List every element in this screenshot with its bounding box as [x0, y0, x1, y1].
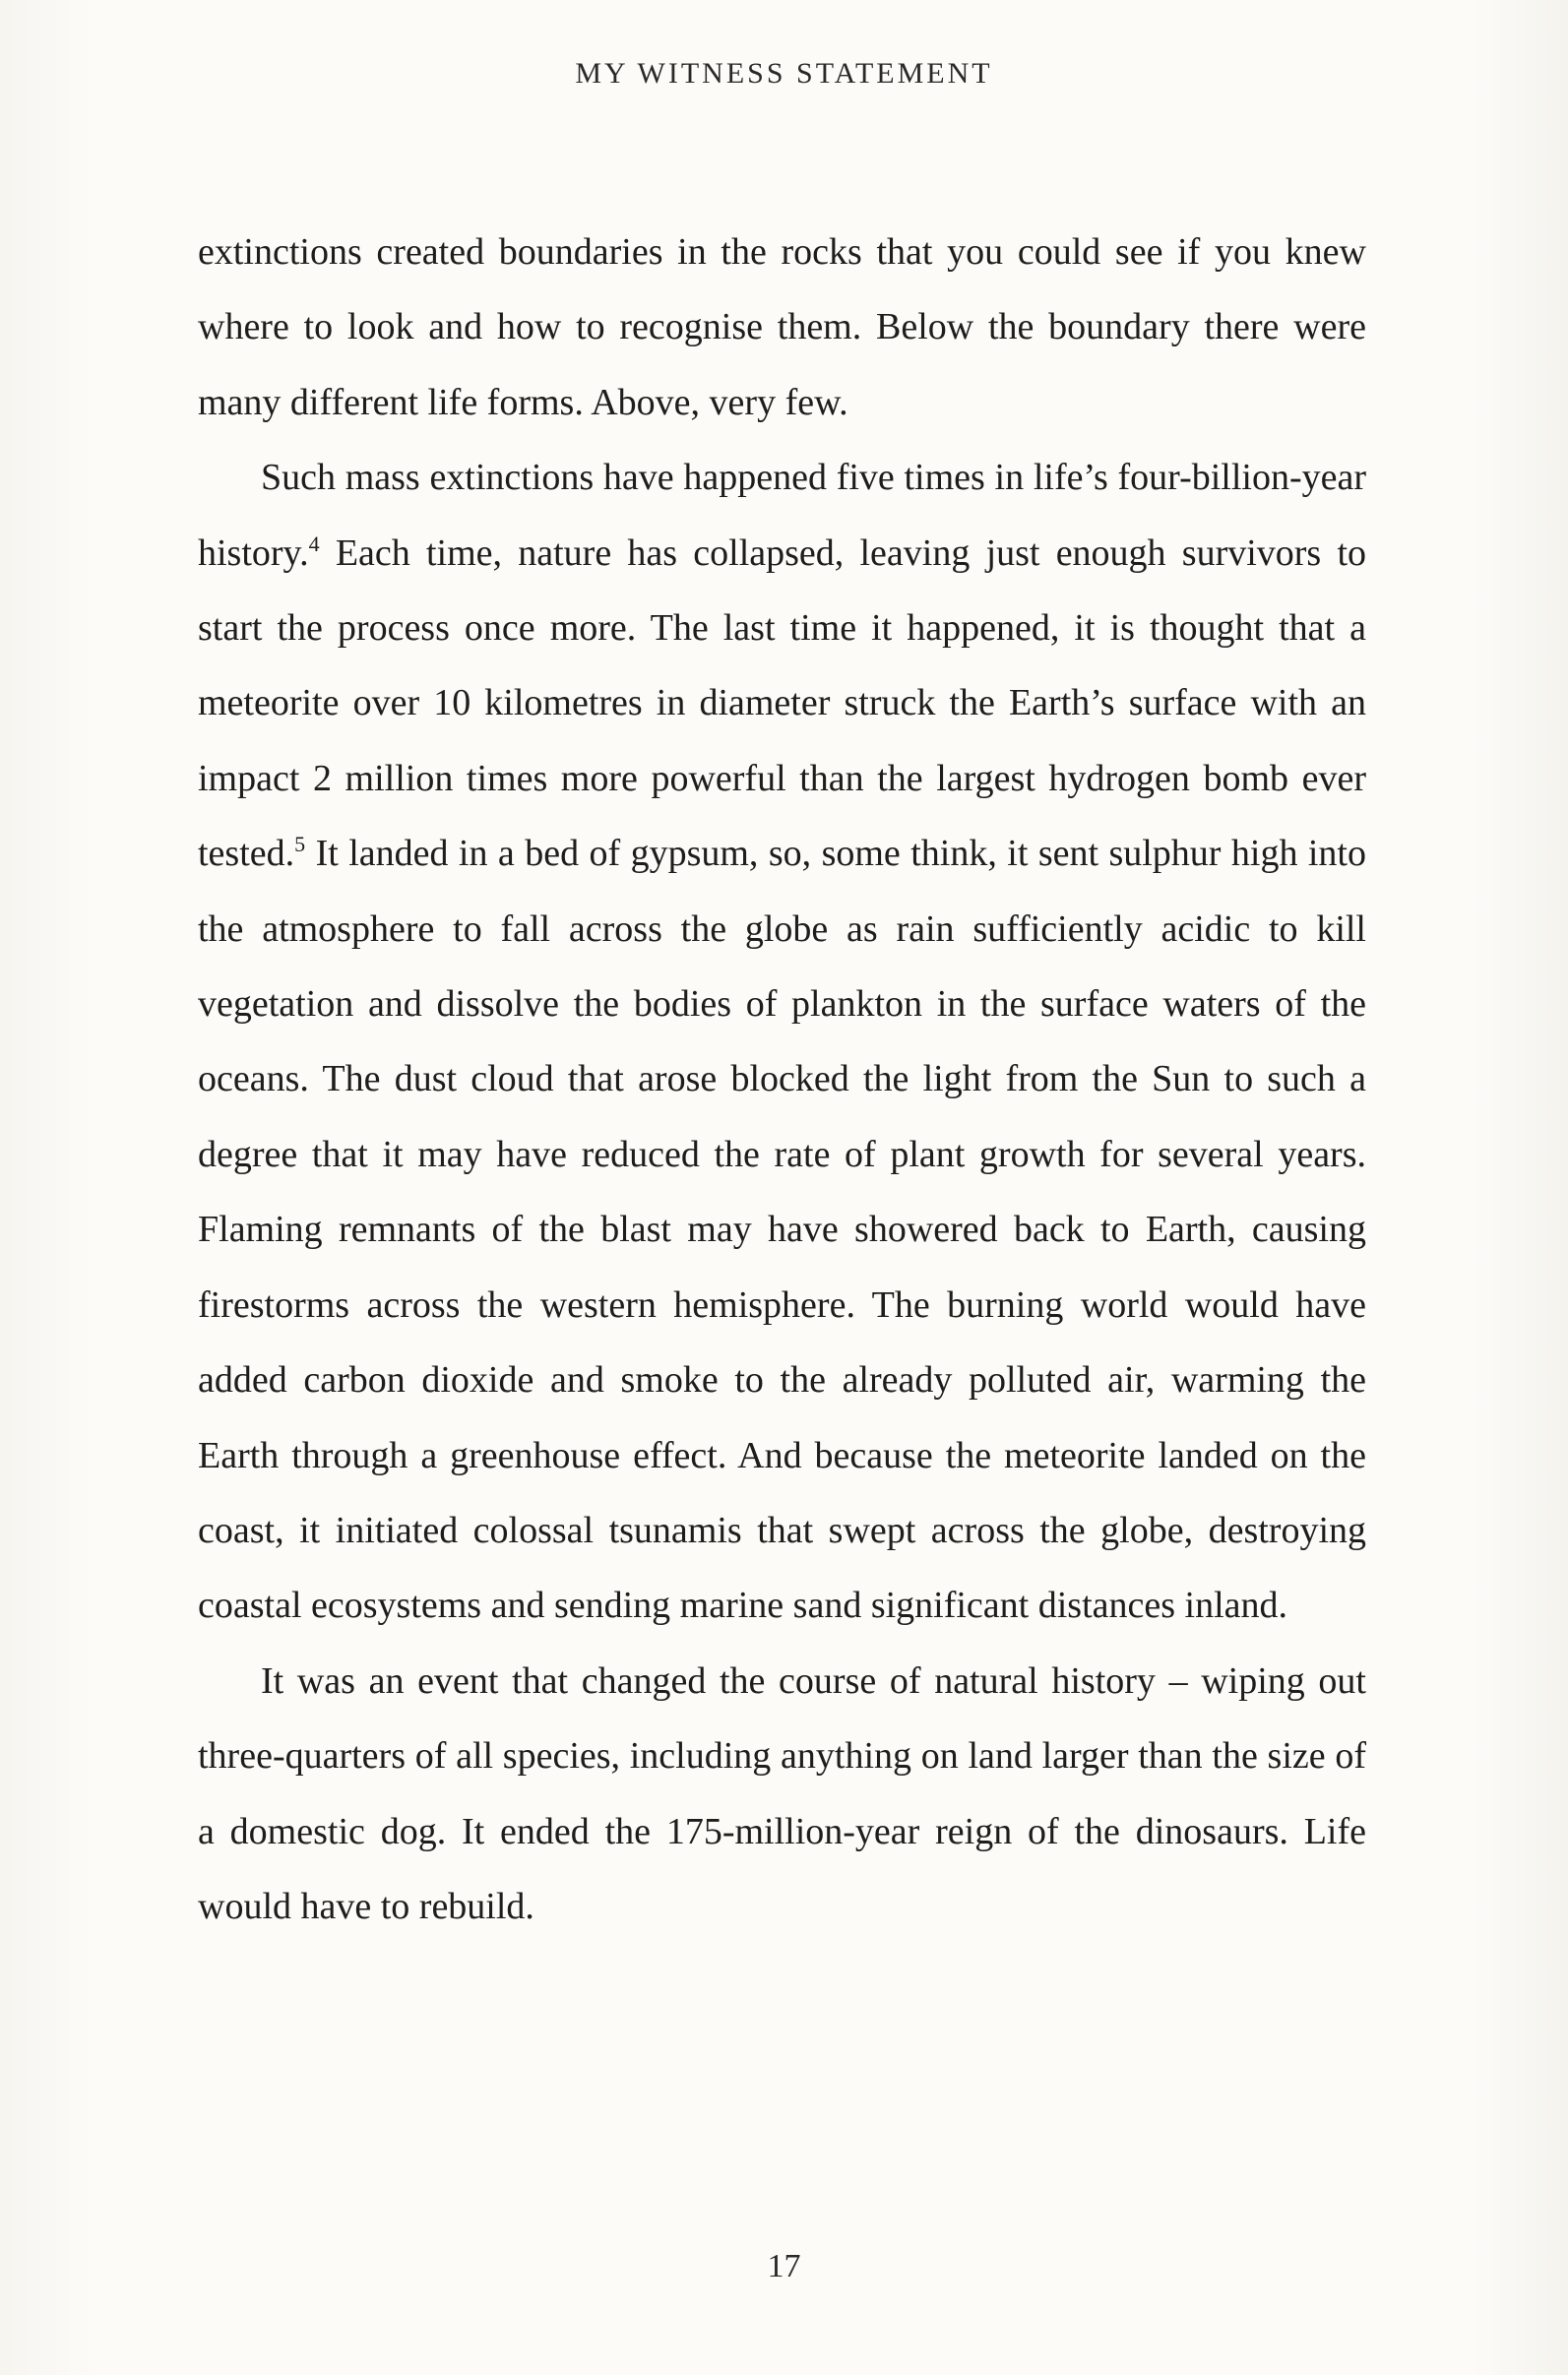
paragraph-1-text: extinctions created boundaries in the rocks that you could see if you knew where to look and how to recognise them. Below the boundary there were many different life forms. Above, very few. [198, 231, 1366, 423]
running-head: MY WITNESS STATEMENT [575, 57, 993, 90]
footnote-ref-5[interactable]: 5 [294, 832, 306, 857]
page-number: 17 [767, 2248, 801, 2284]
paragraph-2-text-a: Such mass extinctions have happened five times in life’s four-billion-year history. [198, 457, 1366, 574]
paragraph-2 [198, 440, 1366, 1644]
paragraph-1 [198, 215, 1366, 440]
footnote-ref-4[interactable]: 4 [308, 531, 320, 556]
body-text [198, 215, 1366, 1944]
paragraph-3-text: It was an event that changed the course of natural history – wiping out three-quarters of all species, including anything on land larger than the size of a domestic dog. It ended the 175-million-year reign of the dinosaurs. Life would have to rebuild. [198, 1659, 1366, 1927]
paragraph-2-text-b: Each time, nature has collapsed, leaving just enough survivors to start the process once more. The last time it happened, it is thought that a meteorite over 10 kilometres in diameter struck the Earth’s surface with an impact 2 million times more powerful than the largest hydrogen bomb ever tested. [198, 531, 1366, 875]
paragraph-3 [198, 1644, 1366, 1945]
paragraph-2-text-c: It landed in a bed of gypsum, so, some think, it sent sulphur high into the atmosphere to fall across the globe as rain sufficiently acidic to kill vegetation and dissolve the bodies of plankton in the surface waters of the oceans. The dust cloud that arose blocked the light from the Sun to such a degree that it may have reduced the rate of plant growth for several years. Flaming remnants of the blast may have showered back to Earth, causing firestorms across the western hemisphere. The burning world would have added carbon dioxide and smoke to the already polluted air, warming the Earth through a greenhouse effect. And because the meteorite landed on the coast, it initiated colossal tsunamis that swept across the globe, destroying coastal ecosystems and sending marine sand significant distances inland. [198, 833, 1366, 1627]
